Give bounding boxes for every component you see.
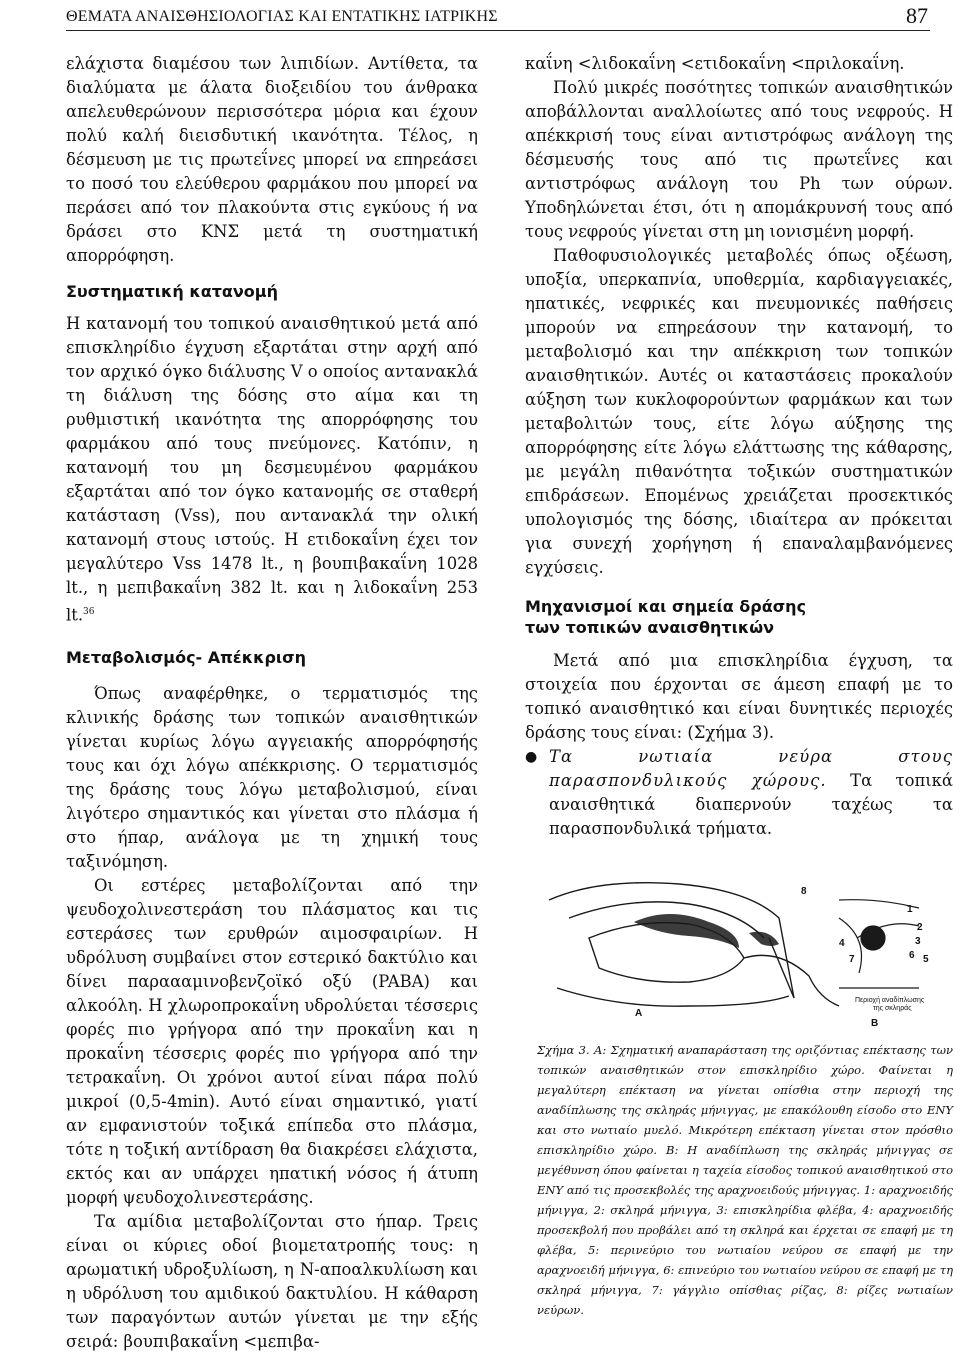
running-header <box>66 0 930 31</box>
region-label: Περιοχή αναδίπλωσης <box>855 997 925 1004</box>
figure-label-a: A <box>635 1008 643 1019</box>
bullet-rest: Τα τοπικά αναισθητικά διαπερνούν ταχέως τα παρασπονδυλικά τρήματα. <box>549 771 953 838</box>
section-heading-metabolism: Μεταβολισμός- Απέκκριση <box>66 648 306 668</box>
paragraph <box>66 312 478 627</box>
nerve-root-path <box>744 955 839 1006</box>
reference-superscript: 36 <box>83 607 95 617</box>
figure-label-5: 5 <box>923 954 929 965</box>
heading-line: των τοπικών αναισθητικών <box>525 618 774 637</box>
figure-label-6: 6 <box>909 950 915 961</box>
bullet-item <box>525 745 953 841</box>
heading-line: Μηχανισμοί και σημεία δράσης <box>525 597 807 616</box>
paragraph: Πολύ μικρές ποσότητες τοπικών αναισθητικών αποβάλλονται αναλλοίωτες από τους νεφρούς. Η απέκκρισή τους είναι αντιστρόφως ανάλογη της δέσμευσής τους από τις πρωτεΐνες και αντιστρόφως ανάλογη του Ph των ούρων. Υποδηλώνεται έτσι, ότι η απομάκρυνσή τους από τους νεφρούς γίνεται στη μη ιονισμένη μορφή. <box>525 78 953 241</box>
figure-label-3: 3 <box>915 936 921 947</box>
figure-label-8: 8 <box>801 886 807 897</box>
figure-label-4: 4 <box>839 938 845 949</box>
section-heading-mechanisms <box>525 596 953 638</box>
anatomy-drawing <box>539 878 935 1028</box>
foramen-line <box>769 938 794 998</box>
region-label: της σκληράς <box>873 1005 912 1012</box>
section-heading-distribution: Συστηματική κατανομή <box>66 282 278 301</box>
fold-region-fill <box>749 932 779 946</box>
drawing-a <box>549 883 839 1006</box>
paragraph: Όπως αναφέρθηκε, ο τερματισμός της κλινικής δράσης των τοπικών αναισθητικών γίνεται κυρίως λόγω αγγειακής απορρόφησής τους και όχι λόγω απέκκρισης. Ο τερματισμός της δράσης τους λόγω μεταβολισμού, είναι λιγότερο σημαντικός και γίνεται στο πλάσμα ή στο ήπαρ, ανάλογα με τη χημική τους ταξινόμηση. <box>66 684 478 872</box>
paragraph: Τα αμίδια μεταβολίζονται στο ήπαρ. Τρεις είναι οι κύριες οδοί βιομετατροπής τους: η αρωματική υδροξυλίωση, η Ν-αποαλκυλίωση και η υδρόλυση του αμιδικού δακτυλίου. Η κάθαρση των παραγόντων αυτών γίνεται με την εξής σειρά: βουπιβακαΐνη <μεπιβα- <box>66 1212 478 1352</box>
figure-label-7: 7 <box>849 954 855 965</box>
paragraph-text: Η κατανομή του τοπικού αναισθητικού μετά από επισκληρίδιο έγχυση εξαρτάται στην αρχή από τον αρχικό όγκο διάλυσης V ο οποίος αντανακλά τη διάλυση της δόσης στο αίμα και τη ρυθμιστική ικανότητα της απορρόφησης του φαρμάκου από τους πνεύμονες. Κατόπιν, η κατανομή του μη δεσμευμένου φαρμάκου εξαρτάται από τον όγκο κατανομής σε σταθερή κατάσταση (Vss), που αντανακλά την ολική κατανομή στους ιστούς. Η ετιδοκαΐνη έχει τον μεγαλύτερο Vss 1478 lt., η βουπιβακαΐνη 1028 lt., η μεπιβακαΐνη 382 lt. και η λιδοκαΐνη 253 lt. <box>66 314 478 625</box>
paragraph: Μετά από μια επισκληρίδια έγχυση, τα στοιχεία που έρχονται σε άμεση επαφή με το τοπικό αναισθητικό και είναι δυνητικές περιοχές δράσης τους είναι: (Σχήμα 3). <box>525 651 953 742</box>
figure-caption: Σχήμα 3. Α: Σχηματική αναπαράσταση της οριζόντιας επέκτασης των τοπικών αναισθητικών στον επισκληρίδιο χώρο. Φαίνεται η μεγαλύτερη επέκταση να γίνεται οπίσθια στην περιοχή της αναδίπλωσης της σκληράς μήνιγγας, με επακόλουθη είσοδο στο ΕΝΥ και στο νωτιαίο μυελό. Μικρότερη επέκταση γίνεται στον πρόσθιο επισκληρίδιο χώρο. Β: Η αναδίπλωση της σκληράς μήνιγγας σε μεγέθυνση όπου φαίνεται η ταχεία είσοδος τοπικού αναισθητικού στο ΕΝΥ από τις προσεκβολές της αραχνοειδούς μήνιγγας. 1: αραχνοειδής μήνιγγα, 2: σκληρά μήνιγγα, 3: επισκληρίδια φλέβα, 4: αραχνοειδής προσεκβολή που προβάλει από τη σκληρά και έρχεται σε επαφή με τη φλέβα, 5: περινεύριο του νωτιαίου νεύρου σε επαφή με την αραχνοειδή μήνιγγα, 6: επινεύριο του νωτιαίου νεύρου σε επαφή με τη σκληρά μήνιγγα, 7: γάγγλιο οπίσθιας ρίζας, 8: ρίζες νωτιαίων νεύρων. <box>537 1043 953 1317</box>
paragraph: ελάχιστα διαμέσου των λιπιδίων. Αντίθετα, τα διαλύματα με άλατα διοξειδίου του άνθρακα απελευθερώνουν περισσότερα μόρια και έχουν πολύ καλή διεισδυτική ικανότητα. Τέλος, η δέσμευση με τις πρωτεΐνες μπορεί να επηρεάσει το ποσό του ελεύθερου φαρμάκου που μπορεί να περάσει από τον πλακούντα στις εγκύους ή να δράσει στο ΚΝΣ μετά τη συστηματική απορρόφηση. <box>66 54 478 265</box>
anterior-space-outline <box>557 988 789 1006</box>
page-number: 87 <box>906 3 928 28</box>
paragraph: καΐνη <λιδοκαΐνη <ετιδοκαΐνη <πριλοκαΐνη. <box>525 54 905 73</box>
left-column <box>66 52 478 1354</box>
ganglion-b <box>861 926 885 950</box>
bullet-lead: Τα νωτιαία νεύρα στους παρασπονδυλικούς χώρους. <box>549 747 953 790</box>
figure-label-2: 2 <box>917 922 923 933</box>
figure-3 <box>539 878 935 1028</box>
figure-label-1: 1 <box>907 904 913 915</box>
paragraph: Οι εστέρες μεταβολίζονται από την ψευδοχολινεστεράση του πλάσματος και τις εστεράσες των ερυθρών αιμοσφαιρίων. Η υδρόλυση συμβαίνει στον εστερικό δακτύλιο και δίνει παραααμινοβενζοϊκό οξύ (PABA) και αλκοόλη. Η χλωροπροκαΐνη υδρολύεται τέσσερις φορές πιο γρήγορα από την προκαΐνη και η προκαΐνη τέσσερις φορές πιο γρήγορα από την τετρακαΐνη. Οι χρόνοι αυτοί είναι πάρα πολύ μικροί (0,5-4min). Αυτό είναι σημαντικό, γιατί αν εμφανιστούν τοξικά επίπεδα στο πλάσμα, τότε η τοξική αντίδραση θα διακρέσει ελάχιστα, εκτός και αν υπάρχει ηπατική νόσος ή άτυπη μορφή ψευδοχολινεστεράσης. <box>66 876 478 1208</box>
posterior-spread-fill <box>634 914 739 948</box>
paragraph: Παθοφυσιολογικές μεταβολές όπως οξέωση, υποξία, υπερκαπνία, υποθερμία, καρδιαγγειακές, ηπατικές, νεφρικές και πνευμονικές παθήσεις μπορούν να επηρεάσουν την κατανομή, το μεταβολισμό και την απέκκριση των τοπικών αναισθητικών. Αυτές οι καταστάσεις προκαλούν αύξηση των κυκλοφορούντων φαρμάκων και των μεταβολιτών τους, είτε λόγω αύξησης της απορρόφησης είτε λόγω ελάττωσης της κάθαρσης, με μεγάλη πιθανότητα τοξικών συστηματικών επιδράσεων. Επομένως χρειάζεται προσεκτικός υπολογισμός της δόσης, ιδιαίτερα αν πρόκειται για συνεχή χορήγηση ή επαναλαμβανόμενες εγχύσεις. <box>525 246 953 577</box>
bullet-dot-icon: ● <box>525 749 538 765</box>
right-column <box>525 52 953 1320</box>
running-title: ΘΕΜΑΤΑ ΑΝΑΙΣΘΗΣΙΟΛΟΓΙΑΣ ΚΑΙ ΕΝΤΑΤΙΚΗΣ ΙΑΤΡΙΚΗΣ <box>66 8 498 25</box>
figure-label-b: B <box>871 1018 879 1028</box>
bullet-text <box>549 745 953 841</box>
